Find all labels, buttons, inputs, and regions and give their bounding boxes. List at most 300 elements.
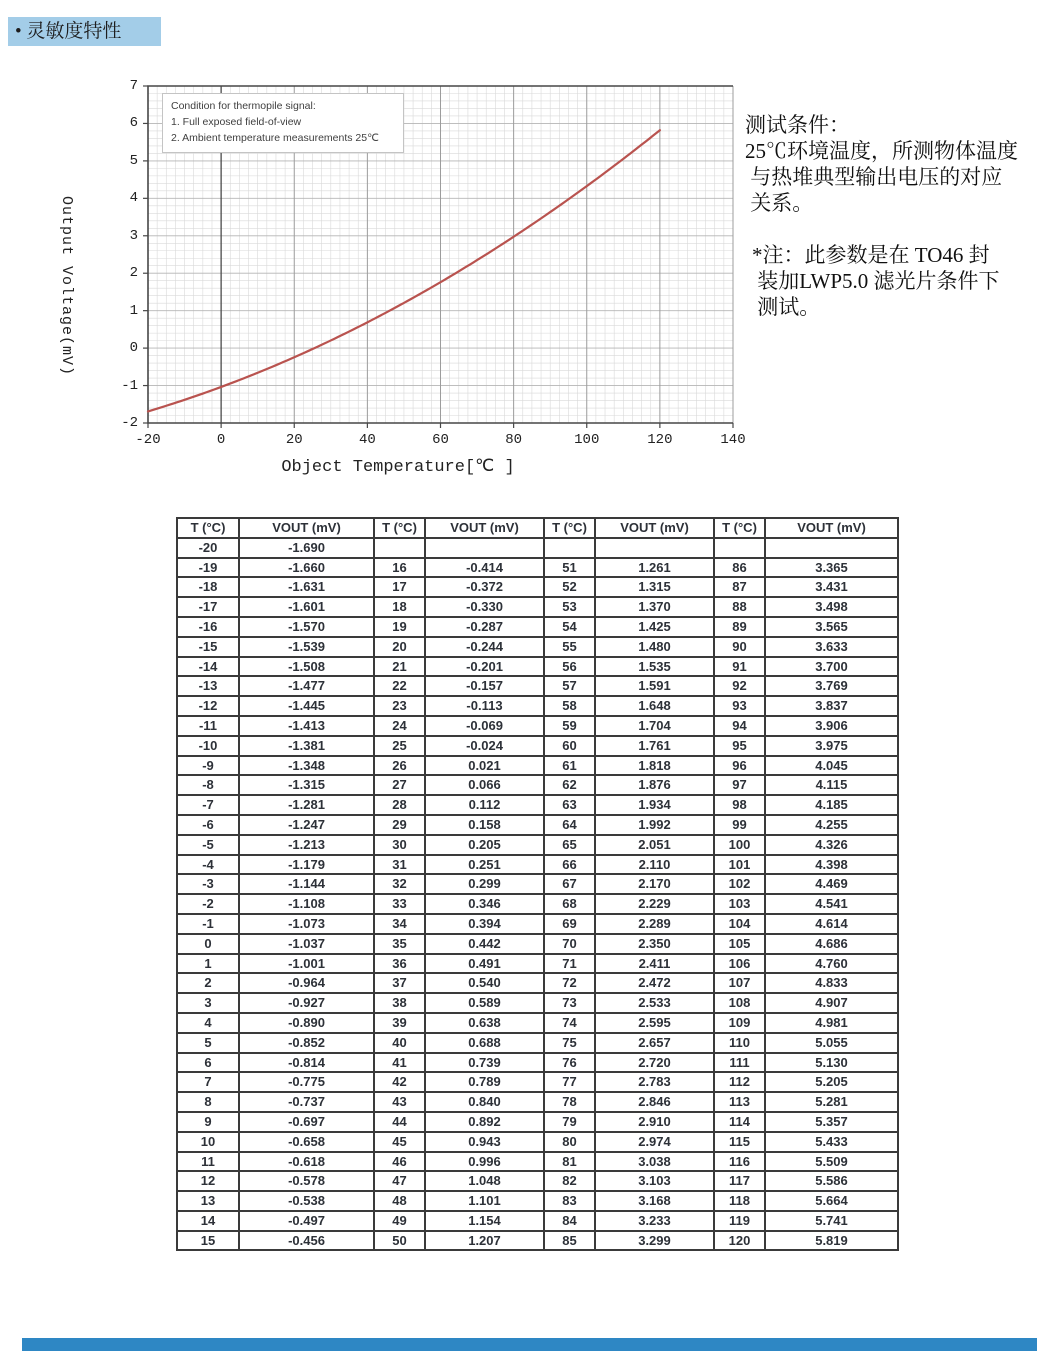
table-cell: 21 — [374, 657, 425, 677]
table-cell: 103 — [714, 894, 765, 914]
table-cell: 66 — [544, 855, 595, 875]
table-cell: 86 — [714, 558, 765, 578]
table-cell: 93 — [714, 696, 765, 716]
table-cell: 16 — [374, 558, 425, 578]
table-cell: 68 — [544, 894, 595, 914]
x-tick-label: 80 — [505, 432, 523, 448]
y-tick-label: 6 — [129, 115, 138, 132]
table-cell: 3.498 — [765, 597, 898, 617]
table-cell: -0.244 — [425, 637, 544, 657]
table-cell: -1.037 — [239, 934, 374, 954]
table-cell: 4.907 — [765, 993, 898, 1013]
table-cell: 6 — [177, 1053, 239, 1073]
table-cell: 1.535 — [595, 657, 714, 677]
table-cell: -2 — [177, 894, 239, 914]
table-cell: -0.069 — [425, 716, 544, 736]
table-cell: 22 — [374, 676, 425, 696]
table-cell: 63 — [544, 795, 595, 815]
table-cell: 3.837 — [765, 696, 898, 716]
table-cell: 95 — [714, 736, 765, 756]
table-header-cell: VOUT (mV) — [239, 518, 374, 538]
table-row — [177, 973, 898, 993]
table-cell: 0.066 — [425, 775, 544, 795]
table-cell: 84 — [544, 1211, 595, 1231]
table-cell: 3 — [177, 993, 239, 1013]
table-cell: -1.281 — [239, 795, 374, 815]
table-cell: 51 — [544, 558, 595, 578]
table-cell: 109 — [714, 1013, 765, 1033]
table-cell: 0.789 — [425, 1072, 544, 1092]
table-cell: -0.927 — [239, 993, 374, 1013]
test-condition-text — [745, 112, 1055, 216]
x-tick-label: 60 — [432, 432, 449, 448]
x-tick-label: 20 — [285, 432, 303, 448]
table-header-cell: T (°C) — [177, 518, 239, 538]
table-cell: -0.157 — [425, 676, 544, 696]
table-cell: -0.201 — [425, 657, 544, 677]
note-line: *注：此参数是在 TO46 封 — [752, 243, 990, 267]
table-cell: -0.414 — [425, 558, 544, 578]
table-cell: -19 — [177, 558, 239, 578]
table-cell: 42 — [374, 1072, 425, 1092]
table-cell: 71 — [544, 954, 595, 974]
table-cell: 65 — [544, 835, 595, 855]
table-row — [177, 538, 898, 558]
table-cell: 32 — [374, 874, 425, 894]
table-cell: 40 — [374, 1033, 425, 1053]
table-cell: 34 — [374, 914, 425, 934]
table-cell: 45 — [374, 1132, 425, 1152]
table-cell: -1.348 — [239, 756, 374, 776]
table-cell: 91 — [714, 657, 765, 677]
table-cell: 0.739 — [425, 1053, 544, 1073]
table-cell: -1.445 — [239, 696, 374, 716]
table-cell: 119 — [714, 1211, 765, 1231]
table-cell: -1.601 — [239, 597, 374, 617]
table-cell: 54 — [544, 617, 595, 637]
table-cell: 3.299 — [595, 1231, 714, 1251]
table-cell: -7 — [177, 795, 239, 815]
table-cell: 0.442 — [425, 934, 544, 954]
table-cell: -0.964 — [239, 973, 374, 993]
table-cell: 1.992 — [595, 815, 714, 835]
table-cell: 1.425 — [595, 617, 714, 637]
table-header-cell: VOUT (mV) — [595, 518, 714, 538]
table-cell: 1 — [177, 954, 239, 974]
table-cell: 23 — [374, 696, 425, 716]
table-cell: 1.876 — [595, 775, 714, 795]
table-cell: 98 — [714, 795, 765, 815]
x-tick-label: 40 — [358, 432, 376, 448]
table-cell: 1.315 — [595, 577, 714, 597]
table-cell: 17 — [374, 577, 425, 597]
table-cell: 2.783 — [595, 1072, 714, 1092]
table-cell: 41 — [374, 1053, 425, 1073]
table-cell: -1.144 — [239, 874, 374, 894]
table-cell: 2.846 — [595, 1092, 714, 1112]
table-cell: 60 — [544, 736, 595, 756]
table-cell: -0.814 — [239, 1053, 374, 1073]
table-cell — [714, 538, 765, 558]
table-cell: 14 — [177, 1211, 239, 1231]
table-row — [177, 1033, 898, 1053]
data-table — [176, 517, 899, 1251]
table-cell: 0.996 — [425, 1152, 544, 1172]
table-cell: 1.818 — [595, 756, 714, 776]
table-cell: 78 — [544, 1092, 595, 1112]
table-cell: 114 — [714, 1112, 765, 1132]
table-cell: 94 — [714, 716, 765, 736]
table-cell: 20 — [374, 637, 425, 657]
table-cell: 37 — [374, 973, 425, 993]
table-cell: 5.433 — [765, 1132, 898, 1152]
table-cell: 2.411 — [595, 954, 714, 974]
table-cell: -5 — [177, 835, 239, 855]
table-row — [177, 577, 898, 597]
table-cell: 115 — [714, 1132, 765, 1152]
table-cell: 3.038 — [595, 1152, 714, 1172]
table-cell: 4.981 — [765, 1013, 898, 1033]
y-tick-label: 2 — [129, 265, 138, 282]
table-cell: 76 — [544, 1053, 595, 1073]
table-cell: 101 — [714, 855, 765, 875]
table-cell: 69 — [544, 914, 595, 934]
table-cell: -1.108 — [239, 894, 374, 914]
table-cell — [374, 538, 425, 558]
table-row — [177, 1152, 898, 1172]
y-tick-label: 7 — [129, 78, 138, 94]
condition-line: 1. Full exposed field-of-view — [171, 115, 302, 128]
test-condition-line: 关系。 — [745, 191, 814, 215]
table-cell: 4.185 — [765, 795, 898, 815]
table-row — [177, 1112, 898, 1132]
table-cell: 5.509 — [765, 1152, 898, 1172]
note-line: 装加LWP5.0 滤光片条件下 — [752, 269, 1000, 293]
page-title: • 灵敏度特性 — [8, 17, 161, 46]
table-cell: 46 — [374, 1152, 425, 1172]
table-cell: -1.508 — [239, 657, 374, 677]
table-cell: 13 — [177, 1191, 239, 1211]
table-cell: 1.761 — [595, 736, 714, 756]
table-cell: 4.833 — [765, 973, 898, 993]
table-cell: 4.398 — [765, 855, 898, 875]
condition-line: 2. Ambient temperature measurements 25℃ — [171, 131, 379, 144]
table-cell: -1.179 — [239, 855, 374, 875]
table-cell: 2.910 — [595, 1112, 714, 1132]
table-row — [177, 914, 898, 934]
table-cell — [595, 538, 714, 558]
table-cell: 58 — [544, 696, 595, 716]
table-cell: 104 — [714, 914, 765, 934]
table-cell: 26 — [374, 756, 425, 776]
table-cell: 82 — [544, 1171, 595, 1191]
table-cell: 5.586 — [765, 1171, 898, 1191]
table-cell: 73 — [544, 993, 595, 1013]
table-cell: 116 — [714, 1152, 765, 1172]
table-cell: -0.456 — [239, 1231, 374, 1251]
table-cell: 96 — [714, 756, 765, 776]
y-axis-title: Output Voltage(mV) — [58, 196, 75, 377]
table-cell: 2.974 — [595, 1132, 714, 1152]
table-cell: 106 — [714, 954, 765, 974]
table-cell: 55 — [544, 637, 595, 657]
table-cell: 52 — [544, 577, 595, 597]
table-cell: 79 — [544, 1112, 595, 1132]
table-cell: 31 — [374, 855, 425, 875]
table-cell: 0.943 — [425, 1132, 544, 1152]
table-cell: 3.906 — [765, 716, 898, 736]
table-cell: 74 — [544, 1013, 595, 1033]
table-cell: -1.477 — [239, 676, 374, 696]
table-cell: 3.233 — [595, 1211, 714, 1231]
table-cell: 47 — [374, 1171, 425, 1191]
table-cell: 92 — [714, 676, 765, 696]
table-cell: 3.168 — [595, 1191, 714, 1211]
table-cell: -18 — [177, 577, 239, 597]
y-tick-label: 0 — [129, 340, 138, 357]
table-cell: -0.372 — [425, 577, 544, 597]
table-cell: 44 — [374, 1112, 425, 1132]
table-cell: 88 — [714, 597, 765, 617]
table-row — [177, 1132, 898, 1152]
table-header-cell: T (°C) — [714, 518, 765, 538]
table-cell: 4.469 — [765, 874, 898, 894]
table-cell: 29 — [374, 815, 425, 835]
side-panel — [745, 112, 1055, 320]
table-row — [177, 1211, 898, 1231]
note-text — [745, 242, 1055, 320]
table-cell: 2.229 — [595, 894, 714, 914]
table-cell: 5.357 — [765, 1112, 898, 1132]
table-cell — [544, 538, 595, 558]
table-cell: 107 — [714, 973, 765, 993]
table-cell: 28 — [374, 795, 425, 815]
table-header-cell: VOUT (mV) — [425, 518, 544, 538]
table-cell: 18 — [374, 597, 425, 617]
table-cell: 1.934 — [595, 795, 714, 815]
table-cell: -0.697 — [239, 1112, 374, 1132]
table-row — [177, 637, 898, 657]
table-row — [177, 835, 898, 855]
table-cell: -0.024 — [425, 736, 544, 756]
table-row — [177, 795, 898, 815]
table-cell: 87 — [714, 577, 765, 597]
test-condition-line: 25℃环境温度，所测物体温度 — [745, 139, 1018, 163]
x-tick-label: 140 — [720, 432, 746, 448]
table-header-cell: T (°C) — [374, 518, 425, 538]
y-tick-label: -2 — [121, 415, 138, 431]
table-cell: 36 — [374, 954, 425, 974]
table-row — [177, 696, 898, 716]
footer-bar — [22, 1338, 1037, 1351]
y-tick-label: -1 — [121, 377, 138, 394]
table-cell: 2.595 — [595, 1013, 714, 1033]
x-axis-title: Object Temperature[℃ ] — [281, 458, 515, 477]
table-cell: -14 — [177, 657, 239, 677]
table-cell: 0.299 — [425, 874, 544, 894]
table-cell: 11 — [177, 1152, 239, 1172]
table-cell: 117 — [714, 1171, 765, 1191]
table-cell: 3.103 — [595, 1171, 714, 1191]
table-cell: 25 — [374, 736, 425, 756]
table-cell: 0 — [177, 934, 239, 954]
table-row — [177, 716, 898, 736]
table-cell: 39 — [374, 1013, 425, 1033]
table-cell: 4.045 — [765, 756, 898, 776]
table-cell: 112 — [714, 1072, 765, 1092]
table-cell: 33 — [374, 894, 425, 914]
table-cell: -1.690 — [239, 538, 374, 558]
table-cell: -1.315 — [239, 775, 374, 795]
table-cell: 53 — [544, 597, 595, 617]
table-cell: 4.326 — [765, 835, 898, 855]
x-tick-label: 120 — [647, 432, 673, 448]
table-cell: 1.648 — [595, 696, 714, 716]
table-cell: 2.170 — [595, 874, 714, 894]
table-cell: 30 — [374, 835, 425, 855]
table-cell: 2.472 — [595, 973, 714, 993]
table-cell: 1.591 — [595, 676, 714, 696]
table-cell: 38 — [374, 993, 425, 1013]
table-row — [177, 934, 898, 954]
table-cell: 0.021 — [425, 756, 544, 776]
table-cell: 97 — [714, 775, 765, 795]
table-cell: -0.330 — [425, 597, 544, 617]
table-row — [177, 617, 898, 637]
table-cell: -0.737 — [239, 1092, 374, 1112]
table-cell: -1.539 — [239, 637, 374, 657]
table-cell: 57 — [544, 676, 595, 696]
table-cell: -1.570 — [239, 617, 374, 637]
table-cell: 5.205 — [765, 1072, 898, 1092]
table-cell: 1.480 — [595, 637, 714, 657]
table-cell: 0.112 — [425, 795, 544, 815]
table-cell: 75 — [544, 1033, 595, 1053]
table-cell: -0.497 — [239, 1211, 374, 1231]
table-cell: -1.247 — [239, 815, 374, 835]
table-row — [177, 1072, 898, 1092]
table-cell: 1.370 — [595, 597, 714, 617]
table-cell — [765, 538, 898, 558]
table-row — [177, 954, 898, 974]
table-cell: 72 — [544, 973, 595, 993]
table-cell: -0.113 — [425, 696, 544, 716]
table-cell: 15 — [177, 1231, 239, 1251]
table-cell: -1.381 — [239, 736, 374, 756]
table-row — [177, 775, 898, 795]
table-cell: 0.205 — [425, 835, 544, 855]
table-cell: 80 — [544, 1132, 595, 1152]
table-cell: 3.633 — [765, 637, 898, 657]
table-cell: 10 — [177, 1132, 239, 1152]
table-cell: 12 — [177, 1171, 239, 1191]
table-cell: 100 — [714, 835, 765, 855]
table-cell: -0.538 — [239, 1191, 374, 1211]
table-cell: 4 — [177, 1013, 239, 1033]
table-cell: -3 — [177, 874, 239, 894]
table-cell: -0.287 — [425, 617, 544, 637]
table-cell: -9 — [177, 756, 239, 776]
table-cell: -13 — [177, 676, 239, 696]
table-cell: 64 — [544, 815, 595, 835]
table-cell: -6 — [177, 815, 239, 835]
table-cell: 2.657 — [595, 1033, 714, 1053]
table-row — [177, 1171, 898, 1191]
table-row — [177, 676, 898, 696]
y-tick-label: 1 — [129, 302, 138, 319]
y-tick-label: 4 — [129, 190, 138, 207]
table-cell: 24 — [374, 716, 425, 736]
test-condition-line: 测试条件： — [745, 113, 850, 137]
table-header-cell: VOUT (mV) — [765, 518, 898, 538]
table-cell: 0.892 — [425, 1112, 544, 1132]
table-cell: 2 — [177, 973, 239, 993]
table-cell: 89 — [714, 617, 765, 637]
table-cell: 0.491 — [425, 954, 544, 974]
table-cell: -0.658 — [239, 1132, 374, 1152]
table-cell: 2.350 — [595, 934, 714, 954]
table-row — [177, 894, 898, 914]
table-cell: 0.840 — [425, 1092, 544, 1112]
table-row — [177, 874, 898, 894]
table-cell: 4.255 — [765, 815, 898, 835]
table-cell: 4.115 — [765, 775, 898, 795]
table-cell: 3.700 — [765, 657, 898, 677]
table-cell: 2.110 — [595, 855, 714, 875]
table-cell: 1.154 — [425, 1211, 544, 1231]
table-cell: 3.431 — [765, 577, 898, 597]
condition-line: Condition for thermopile signal: — [171, 100, 316, 112]
table-cell: 77 — [544, 1072, 595, 1092]
table-cell: -0.890 — [239, 1013, 374, 1033]
condition-box — [162, 93, 404, 153]
table-cell: 56 — [544, 657, 595, 677]
table-cell: -1.073 — [239, 914, 374, 934]
note-line: 测试。 — [752, 295, 821, 319]
table-cell: 0.251 — [425, 855, 544, 875]
table-row — [177, 1053, 898, 1073]
table-cell: 120 — [714, 1231, 765, 1251]
table-cell: 1.261 — [595, 558, 714, 578]
table-row — [177, 1013, 898, 1033]
test-condition-line: 与热堆典型输出电压的对应 — [745, 165, 1003, 189]
table-cell: -0.852 — [239, 1033, 374, 1053]
table-cell: -1 — [177, 914, 239, 934]
table-cell: -11 — [177, 716, 239, 736]
table-cell: 4.760 — [765, 954, 898, 974]
table-cell: 111 — [714, 1053, 765, 1073]
table-cell: 48 — [374, 1191, 425, 1211]
table-cell: 35 — [374, 934, 425, 954]
table-cell: 5.281 — [765, 1092, 898, 1112]
table-cell: 3.365 — [765, 558, 898, 578]
table-cell: 70 — [544, 934, 595, 954]
table-cell: 108 — [714, 993, 765, 1013]
x-tick-label: -20 — [135, 432, 161, 448]
table-cell: -1.660 — [239, 558, 374, 578]
table-cell: 83 — [544, 1191, 595, 1211]
table-header-row — [177, 518, 898, 538]
table-cell: 50 — [374, 1231, 425, 1251]
table-cell: -8 — [177, 775, 239, 795]
table-cell: 4.541 — [765, 894, 898, 914]
table-cell: -4 — [177, 855, 239, 875]
table-cell: -0.775 — [239, 1072, 374, 1092]
table-cell: 59 — [544, 716, 595, 736]
table-cell: 3.975 — [765, 736, 898, 756]
table-row — [177, 815, 898, 835]
y-tick-label: 5 — [129, 152, 138, 169]
